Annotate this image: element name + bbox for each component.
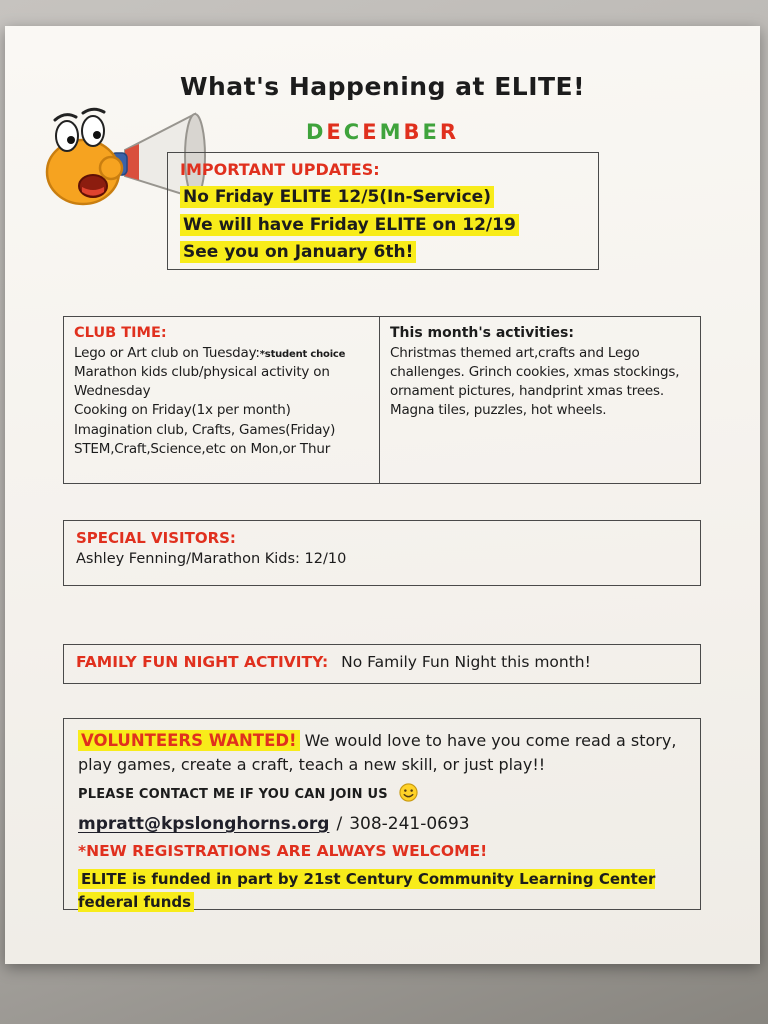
page-title: What's Happening at ELITE! (179, 72, 586, 101)
contact-separator: / (336, 814, 343, 835)
club-line: STEM,Craft,Science,etc on Mon,or Thur (74, 440, 331, 457)
volunteers-heading: VOLUNTEERS WANTED! (78, 730, 300, 751)
family-fun-text: No Family Fun Night this month! (341, 653, 591, 671)
club-time-column (64, 317, 380, 483)
family-fun-heading: FAMILY FUN NIGHT ACTIVITY: (76, 653, 329, 671)
update-line-text: No Friday ELITE 12/5(In-Service) (180, 186, 494, 208)
important-updates-heading: IMPORTANT UPDATES: (180, 160, 380, 179)
monthly-activities-column (380, 317, 700, 483)
contact-details-line (78, 814, 686, 834)
flyer-page (5, 26, 760, 964)
update-line (180, 239, 586, 267)
club-line-tuesday-main: Lego or Art club on Tuesday: (74, 345, 260, 361)
family-fun-row (76, 653, 688, 671)
club-line-tuesday (74, 344, 371, 363)
activities-text: Christmas themed art,crafts and Lego challenges. Grinch cookies, xmas stockings, ornament pictures, handprint xmas trees. Magna tiles, puzzles, hot wheels. (390, 345, 680, 419)
club-time-heading: CLUB TIME: (74, 325, 167, 341)
special-visitors-heading: SPECIAL VISITORS: (76, 529, 236, 547)
funding-text: ELITE is funded in part by 21st Century Community Learning Center federal funds (78, 870, 656, 912)
smiley-emoji (399, 783, 418, 806)
activities-heading: This month's activities: (390, 325, 574, 341)
update-line (180, 184, 586, 212)
email-link[interactable]: mpratt@kpslonghorns.org (78, 814, 330, 835)
club-line-tuesday-note: *student choice (259, 349, 346, 360)
volunteers-intro-text: We would love to have you come read a story, play games, create a craft, teach a new skill, or just play!! (78, 731, 677, 774)
contact-request-text: PLEASE CONTACT ME IF YOU CAN JOIN US (78, 787, 388, 803)
club-line: Cooking on Friday(1x per month) (74, 402, 291, 419)
update-line-text: See you on January 6th! (180, 241, 416, 263)
funding-line (78, 868, 686, 915)
update-line-text: We will have Friday ELITE on 12/19 (180, 214, 519, 236)
volunteers-intro-paragraph (78, 729, 686, 776)
important-updates-box (167, 152, 599, 270)
month-heading: DECEMBER (305, 120, 460, 144)
club-line: Marathon kids club/physical activity on Wednesday (74, 364, 330, 400)
contact-request-line (78, 783, 686, 806)
volunteers-box (63, 718, 701, 910)
club-line: Imagination club, Crafts, Games(Friday) (74, 421, 336, 438)
family-fun-night-box (63, 644, 701, 684)
registrations-line: *NEW REGISTRATIONS ARE ALWAYS WELCOME! (78, 842, 488, 861)
club-time-box (63, 316, 701, 484)
phone-number: 308-241-0693 (349, 814, 470, 835)
special-visitors-line: Ashley Fenning/Marathon Kids: 12/10 (76, 551, 347, 567)
update-line (180, 212, 586, 240)
special-visitors-box (63, 520, 701, 586)
